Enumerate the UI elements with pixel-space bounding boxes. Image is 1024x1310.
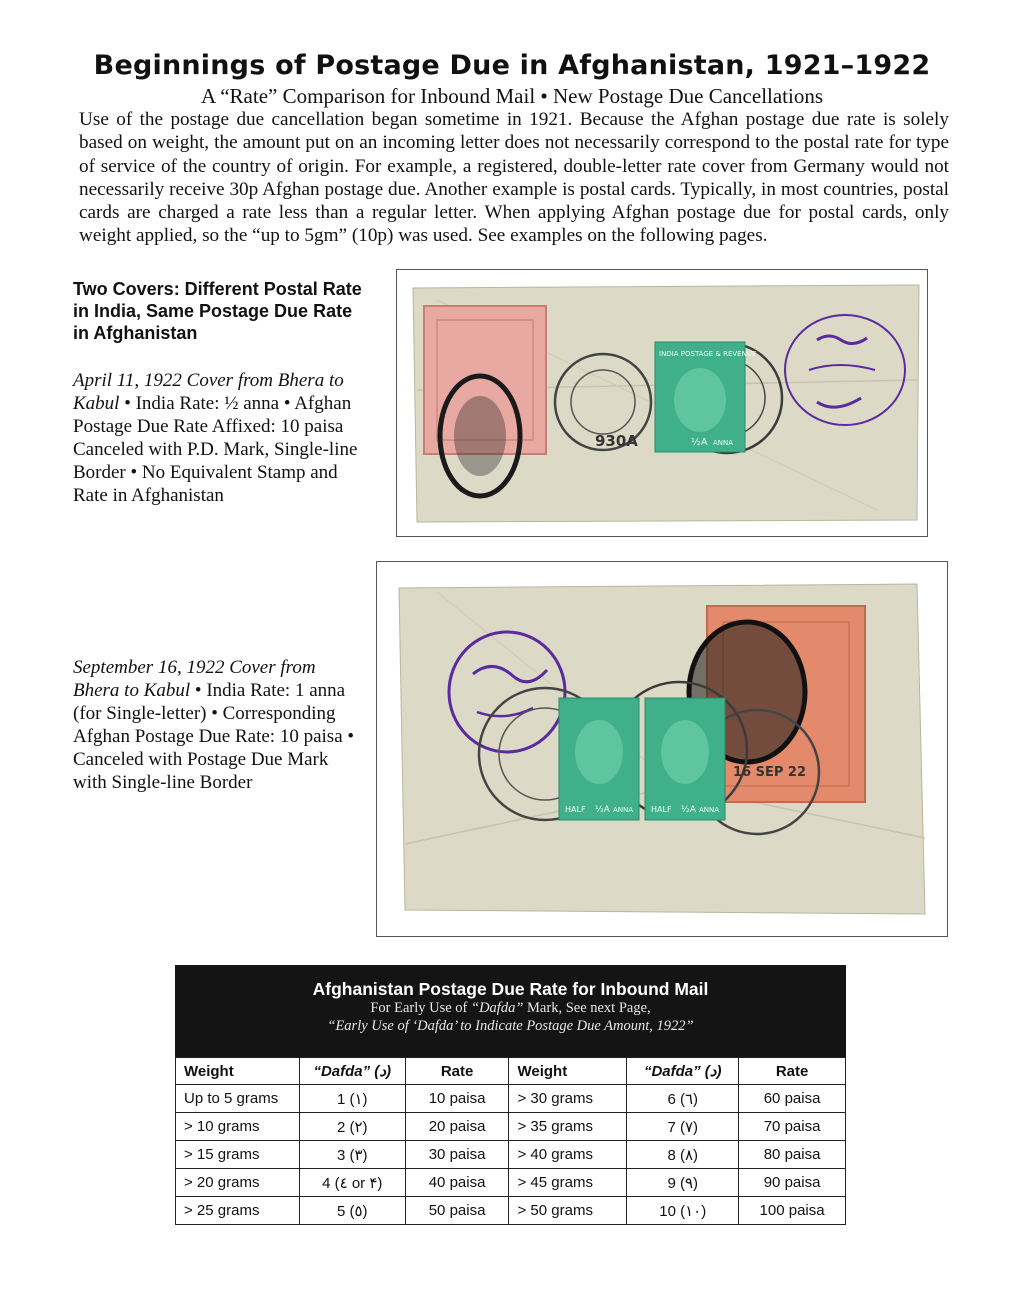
cover1-envelope-image	[397, 270, 927, 536]
rate-table-header-row	[176, 1058, 846, 1085]
cover1-caption	[73, 369, 363, 507]
col-weight: Weight	[176, 1058, 300, 1085]
india-stamp-left-value: ½A	[595, 805, 610, 815]
table-cell: 5 (٥)	[299, 1197, 405, 1225]
table-cell: > 20 grams	[176, 1169, 300, 1197]
table-row	[176, 1197, 846, 1225]
india-stamp-right-value: ½A	[681, 805, 696, 815]
table-row	[176, 1169, 846, 1197]
rate-note-middle: Mark, See next Page,	[523, 1000, 651, 1016]
table-row	[176, 1141, 846, 1169]
table-row	[176, 1085, 846, 1113]
rate-table-header	[175, 965, 846, 1057]
table-cell: > 10 grams	[176, 1113, 300, 1141]
rate-table	[175, 1057, 846, 1225]
table-cell: 8 (٨)	[627, 1141, 739, 1169]
page-subtitle: A “Rate” Comparison for Inbound Mail • New Postage Due Cancellations	[200, 84, 824, 108]
table-row	[176, 1113, 846, 1141]
cover2-envelope-image	[377, 562, 947, 936]
cover1-date: April 11, 1922 Cover from Bhera to Kabul	[73, 370, 344, 414]
table-cell: 10 (١٠)	[627, 1197, 739, 1225]
col-weight-2: Weight	[509, 1058, 627, 1085]
table-cell: 1 (١)	[299, 1085, 405, 1113]
rate-note-mark: “Dafda”	[471, 1000, 524, 1016]
cover1-description: • India Rate: ½ anna • Afghan Postage Due Rate Affixed: 10 paisa Canceled with P.D. Mark, Single-line Border • No Equivalent Stamp and Rate in Afghanistan	[73, 393, 358, 506]
table-cell: > 50 grams	[509, 1197, 627, 1225]
india-stamp-right-label: HALF	[651, 805, 672, 814]
table-cell: Up to 5 grams	[176, 1085, 300, 1113]
table-cell: > 30 grams	[509, 1085, 627, 1113]
table-cell: 30 paisa	[405, 1141, 509, 1169]
col-rate-2: Rate	[739, 1058, 846, 1085]
table-cell: > 45 grams	[509, 1169, 627, 1197]
col-dafda-2: “Dafda” (د)	[627, 1058, 739, 1085]
cover2-date: September 16, 1922 Cover from Bhera to Kabul	[73, 657, 316, 701]
cover2-photo	[376, 561, 948, 937]
table-cell: 60 paisa	[739, 1085, 846, 1113]
table-cell: 70 paisa	[739, 1113, 846, 1141]
india-stamp-anna: ANNA	[713, 439, 734, 447]
cover1-photo	[396, 269, 928, 537]
table-cell: > 15 grams	[176, 1141, 300, 1169]
table-cell: 50 paisa	[405, 1197, 509, 1225]
rate-note-prefix: For Early Use of	[370, 1000, 472, 1016]
india-stamp-right-anna: ANNA	[699, 806, 720, 814]
table-cell: 9 (٩)	[627, 1169, 739, 1197]
table-cell: > 25 grams	[176, 1197, 300, 1225]
table-cell: 2 (٢)	[299, 1113, 405, 1141]
col-dafda: “Dafda” (د)	[299, 1058, 405, 1085]
postmark-text-2: 16 SEP 22	[733, 765, 807, 780]
intro-paragraph: Use of the postage due cancellation began sometime in 1921. Because the Afghan postage due rate is solely based on weight, the amount put on an incoming letter does not necessarily correspond to the postal rate for type of service of the country of origin. For example, a registered, double-letter rate cover from Germany would not necessarily receive 30p Afghan postage due. Another example is postal cards. Typically, in most countries, postal cards are charged a rate less than a regular letter. When applying Afghan postage due for postal cards, only weight applied, so the “up to 5gm” (10p) was used. See examples on the following pages.	[79, 109, 949, 247]
rate-note-reference: “Early Use of ‘Dafda’ to Indicate Postage Due Amount, 1922”	[327, 1018, 694, 1034]
table-cell: > 35 grams	[509, 1113, 627, 1141]
table-cell: 10 paisa	[405, 1085, 509, 1113]
india-stamp-left-anna: ANNA	[613, 806, 634, 814]
table-cell: 3 (٣)	[299, 1141, 405, 1169]
table-cell: 90 paisa	[739, 1169, 846, 1197]
table-cell: > 40 grams	[509, 1141, 627, 1169]
india-stamp-label: INDIA POSTAGE & REVENUE	[659, 350, 757, 358]
rate-table-note	[175, 999, 846, 1035]
col-rate: Rate	[405, 1058, 509, 1085]
table-cell: 6 (٦)	[627, 1085, 739, 1113]
table-cell: 20 paisa	[405, 1113, 509, 1141]
table-cell: 80 paisa	[739, 1141, 846, 1169]
rate-table-panel	[175, 965, 846, 1221]
section-heading: Two Covers: Different Postal Rate in India, Same Postage Due Rate in Afghanistan	[73, 279, 362, 343]
table-cell: 100 paisa	[739, 1197, 846, 1225]
india-stamp-value: ½A	[691, 437, 708, 448]
postmark-text: 930A	[595, 432, 638, 450]
table-cell: 7 (٧)	[627, 1113, 739, 1141]
cover2-caption	[73, 656, 363, 794]
india-stamp-left-label: HALF	[565, 805, 586, 814]
table-cell: 4 (٤ or ۴)	[299, 1169, 405, 1197]
rate-table-title: Afghanistan Postage Due Rate for Inbound Mail	[312, 979, 709, 999]
cover2-description: • India Rate: 1 anna (for Single-letter) • Corresponding Afghan Postage Due Rate: 10 paisa • Canceled with Postage Due Mark with Single-line Border	[73, 680, 355, 793]
table-cell: 40 paisa	[405, 1169, 509, 1197]
page-title: Beginnings of Postage Due in Afghanistan, 1921–1922	[93, 50, 931, 81]
